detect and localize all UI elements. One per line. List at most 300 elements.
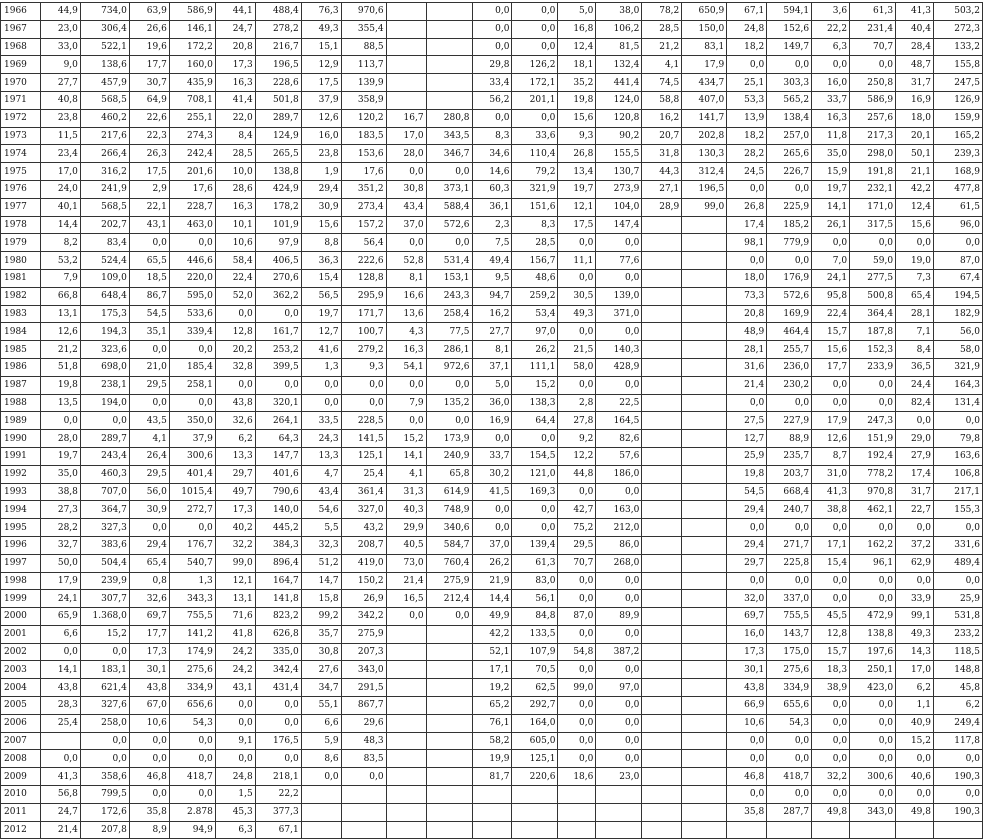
value-cell: 0,0 — [426, 608, 472, 626]
value-cell: 16,7 — [386, 109, 426, 127]
value-cell: 655,6 — [767, 697, 812, 715]
value-cell — [642, 305, 682, 323]
value-cell: 0,0 — [255, 376, 301, 394]
value-cell: 40,1 — [40, 198, 80, 216]
value-cell: 648,4 — [80, 287, 129, 305]
value-cell: 295,9 — [341, 287, 386, 305]
value-cell: 15,6 — [301, 216, 341, 234]
value-cell: 0,0 — [727, 252, 767, 270]
value-cell: 0,0 — [767, 56, 812, 74]
value-cell: 109,0 — [80, 269, 129, 287]
table-row — [1, 91, 983, 109]
value-cell: 277,5 — [850, 269, 896, 287]
value-cell: 185,4 — [169, 358, 215, 376]
value-cell: 0,0 — [896, 572, 934, 590]
value-cell: 9,0 — [40, 56, 80, 74]
value-cell — [642, 821, 682, 839]
value-cell: 19,2 — [472, 679, 512, 697]
value-cell: 53,3 — [727, 91, 767, 109]
year-cell: 2001 — [1, 625, 41, 643]
value-cell: 15,2 — [512, 376, 558, 394]
value-cell: 0,0 — [596, 697, 642, 715]
value-cell: 0,0 — [812, 56, 850, 74]
value-cell: 17,5 — [129, 163, 169, 181]
value-cell: 226,7 — [767, 163, 812, 181]
value-cell — [642, 643, 682, 661]
value-cell: 15,6 — [896, 216, 934, 234]
value-cell: 164,3 — [934, 376, 983, 394]
value-cell: 17,7 — [129, 625, 169, 643]
value-cell: 33,6 — [512, 127, 558, 145]
value-cell: 28,1 — [896, 305, 934, 323]
value-cell: 17,0 — [896, 661, 934, 679]
value-cell: 77,5 — [426, 323, 472, 341]
value-cell: 165,2 — [934, 127, 983, 145]
value-cell: 40,4 — [896, 20, 934, 38]
value-cell: 9,3 — [341, 358, 386, 376]
value-cell — [386, 625, 426, 643]
value-cell: 279,2 — [341, 341, 386, 359]
value-cell — [426, 732, 472, 750]
value-cell — [642, 661, 682, 679]
value-cell: 377,3 — [255, 803, 301, 821]
year-cell: 2005 — [1, 697, 41, 715]
value-cell: 0,0 — [558, 714, 596, 732]
value-cell: 83,0 — [512, 572, 558, 590]
value-cell: 34,6 — [472, 145, 512, 163]
value-cell: 220,0 — [169, 269, 215, 287]
value-cell: 202,7 — [80, 216, 129, 234]
value-cell: 778,2 — [850, 465, 896, 483]
value-cell: 540,7 — [169, 554, 215, 572]
value-cell — [682, 661, 727, 679]
value-cell — [682, 501, 727, 519]
value-cell: 970,6 — [341, 3, 386, 21]
value-cell: 231,4 — [850, 20, 896, 38]
value-cell: 0,0 — [558, 661, 596, 679]
value-cell: 233,2 — [934, 625, 983, 643]
value-cell: 19,0 — [896, 252, 934, 270]
value-cell: 4,3 — [386, 323, 426, 341]
value-cell: 0,0 — [426, 376, 472, 394]
table-row — [1, 145, 983, 163]
value-cell: 18,5 — [129, 269, 169, 287]
value-cell: 20,7 — [642, 127, 682, 145]
value-cell: 190,3 — [934, 803, 983, 821]
value-cell: 0,0 — [558, 323, 596, 341]
value-cell: 41,3 — [40, 768, 80, 786]
value-cell: 0,0 — [255, 305, 301, 323]
value-cell: 13,1 — [40, 305, 80, 323]
value-cell — [682, 465, 727, 483]
value-cell — [642, 590, 682, 608]
value-cell: 280,8 — [426, 109, 472, 127]
table-row — [1, 768, 983, 786]
value-cell: 30,2 — [472, 465, 512, 483]
value-cell: 98,1 — [727, 234, 767, 252]
value-cell: 22,2 — [255, 786, 301, 804]
value-cell: 799,5 — [80, 786, 129, 804]
value-cell: 477,8 — [934, 180, 983, 198]
value-cell — [386, 74, 426, 92]
year-cell: 1981 — [1, 269, 41, 287]
value-cell: 12,9 — [301, 56, 341, 74]
value-cell — [386, 3, 426, 21]
value-cell — [426, 750, 472, 768]
value-cell: 586,9 — [169, 3, 215, 21]
value-cell: 240,7 — [767, 501, 812, 519]
value-cell: 24,1 — [40, 590, 80, 608]
value-cell — [642, 625, 682, 643]
value-cell: 48,3 — [341, 732, 386, 750]
value-cell: 0,0 — [215, 305, 255, 323]
value-cell: 69,7 — [727, 608, 767, 626]
value-cell: 503,2 — [934, 3, 983, 21]
value-cell: 0,0 — [767, 572, 812, 590]
value-cell — [682, 252, 727, 270]
value-cell — [426, 821, 472, 839]
value-cell: 0,0 — [129, 519, 169, 537]
value-cell — [642, 447, 682, 465]
value-cell — [472, 821, 512, 839]
value-cell: 17,6 — [169, 180, 215, 198]
value-cell: 227,9 — [767, 412, 812, 430]
value-cell: 16,0 — [812, 74, 850, 92]
year-cell: 1991 — [1, 447, 41, 465]
year-cell: 1988 — [1, 394, 41, 412]
value-cell: 69,7 — [129, 608, 169, 626]
value-cell: 155,5 — [596, 145, 642, 163]
value-cell: 373,1 — [426, 180, 472, 198]
value-cell: 28,2 — [727, 145, 767, 163]
value-cell: 0,0 — [426, 234, 472, 252]
value-cell: 26,9 — [341, 590, 386, 608]
value-cell: 0,0 — [596, 483, 642, 501]
value-cell: 169,9 — [767, 305, 812, 323]
value-cell: 37,1 — [472, 358, 512, 376]
year-cell: 2008 — [1, 750, 41, 768]
value-cell: 58,0 — [558, 358, 596, 376]
value-cell: 20,2 — [215, 341, 255, 359]
table-row — [1, 554, 983, 572]
value-cell: 11,1 — [558, 252, 596, 270]
value-cell — [512, 821, 558, 839]
value-cell: 6,2 — [934, 697, 983, 715]
value-cell: 15,9 — [812, 163, 850, 181]
value-cell: 222,6 — [341, 252, 386, 270]
value-cell: 0,0 — [812, 732, 850, 750]
value-cell: 140,0 — [255, 501, 301, 519]
value-cell: 257,6 — [850, 109, 896, 127]
table-row — [1, 786, 983, 804]
value-cell: 34,7 — [301, 679, 341, 697]
value-cell: 65,8 — [426, 465, 472, 483]
value-cell: 0,0 — [40, 643, 80, 661]
value-cell: 0,0 — [341, 394, 386, 412]
value-cell: 0,0 — [934, 786, 983, 804]
value-cell: 30,1 — [129, 661, 169, 679]
value-cell: 97,9 — [255, 234, 301, 252]
value-cell: 79,2 — [512, 163, 558, 181]
value-cell: 30,8 — [301, 643, 341, 661]
value-cell: 16,3 — [215, 198, 255, 216]
value-cell — [472, 786, 512, 804]
value-cell: 156,7 — [512, 252, 558, 270]
value-cell: 172,1 — [512, 74, 558, 92]
value-cell: 162,2 — [850, 536, 896, 554]
value-cell: 43,5 — [129, 412, 169, 430]
value-cell: 970,8 — [850, 483, 896, 501]
value-cell: 28,0 — [386, 145, 426, 163]
value-cell: 161,7 — [255, 323, 301, 341]
value-cell: 0,0 — [850, 786, 896, 804]
value-cell: 364,4 — [850, 305, 896, 323]
value-cell: 668,4 — [767, 483, 812, 501]
value-cell — [642, 287, 682, 305]
value-cell: 17,9 — [40, 572, 80, 590]
value-cell: 247,5 — [934, 74, 983, 92]
value-cell: 241,9 — [80, 180, 129, 198]
value-cell — [682, 341, 727, 359]
value-cell: 29,7 — [215, 465, 255, 483]
table-row — [1, 732, 983, 750]
value-cell: 17,9 — [682, 56, 727, 74]
value-cell — [642, 216, 682, 234]
value-cell: 8,3 — [512, 216, 558, 234]
value-cell: 35,0 — [812, 145, 850, 163]
value-cell — [682, 697, 727, 715]
value-cell: 65,4 — [896, 287, 934, 305]
value-cell: 230,2 — [767, 376, 812, 394]
value-cell: 76,1 — [472, 714, 512, 732]
value-cell: 171,7 — [341, 305, 386, 323]
value-cell: 0,0 — [512, 3, 558, 21]
value-cell: 0,0 — [255, 750, 301, 768]
table-row — [1, 305, 983, 323]
value-cell: 289,7 — [255, 109, 301, 127]
value-cell: 0,0 — [558, 234, 596, 252]
value-cell — [727, 821, 767, 839]
value-cell — [386, 821, 426, 839]
value-cell: 6,6 — [40, 625, 80, 643]
value-cell: 4,7 — [301, 465, 341, 483]
value-cell: 371,0 — [596, 305, 642, 323]
value-cell: 24,4 — [896, 376, 934, 394]
value-cell: 65,5 — [129, 252, 169, 270]
value-cell: 321,9 — [934, 358, 983, 376]
value-cell: 565,2 — [767, 91, 812, 109]
value-cell: 249,4 — [934, 714, 983, 732]
value-cell — [682, 394, 727, 412]
value-cell: 0,0 — [472, 38, 512, 56]
value-cell — [682, 786, 727, 804]
value-cell: 45,8 — [934, 679, 983, 697]
value-cell: 33,9 — [896, 590, 934, 608]
value-cell: 99,0 — [215, 554, 255, 572]
value-cell: 239,9 — [80, 572, 129, 590]
value-cell: 176,9 — [767, 269, 812, 287]
value-cell: 196,5 — [682, 180, 727, 198]
value-cell: 0,0 — [129, 341, 169, 359]
value-cell: 31,7 — [896, 483, 934, 501]
value-cell: 16,3 — [812, 109, 850, 127]
value-cell: 228,7 — [169, 198, 215, 216]
value-cell: 192,4 — [850, 447, 896, 465]
value-cell: 253,2 — [255, 341, 301, 359]
value-cell: 24,5 — [727, 163, 767, 181]
value-cell: 29,6 — [341, 714, 386, 732]
value-cell: 441,4 — [596, 74, 642, 92]
table-body — [1, 3, 983, 839]
value-cell — [682, 412, 727, 430]
value-cell: 97,0 — [512, 323, 558, 341]
value-cell — [642, 394, 682, 412]
value-cell: 60,3 — [472, 180, 512, 198]
value-cell: 29,5 — [558, 536, 596, 554]
value-cell: 126,9 — [934, 91, 983, 109]
value-cell: 306,4 — [80, 20, 129, 38]
value-cell: 0,0 — [386, 163, 426, 181]
value-cell: 42,7 — [558, 501, 596, 519]
value-cell: 5,0 — [558, 3, 596, 21]
value-cell: 387,2 — [596, 643, 642, 661]
value-cell — [642, 323, 682, 341]
value-cell: 0,0 — [767, 750, 812, 768]
value-cell: 225,9 — [767, 198, 812, 216]
value-cell: 0,0 — [512, 519, 558, 537]
value-cell — [426, 3, 472, 21]
value-cell — [341, 803, 386, 821]
value-cell: 132,4 — [596, 56, 642, 74]
value-cell: 139,9 — [341, 74, 386, 92]
value-cell: 21,2 — [642, 38, 682, 56]
value-cell: 334,9 — [169, 679, 215, 697]
year-cell: 1997 — [1, 554, 41, 572]
value-cell: 159,9 — [934, 109, 983, 127]
value-cell: 153,6 — [341, 145, 386, 163]
value-cell: 101,9 — [255, 216, 301, 234]
value-cell: 41,4 — [215, 91, 255, 109]
value-cell: 265,5 — [255, 145, 301, 163]
value-cell: 64,4 — [512, 412, 558, 430]
value-cell: 0,0 — [472, 519, 512, 537]
value-cell: 73,3 — [727, 287, 767, 305]
value-cell — [642, 714, 682, 732]
value-cell: 24,7 — [40, 803, 80, 821]
value-cell: 148,8 — [934, 661, 983, 679]
value-cell: 342,4 — [255, 661, 301, 679]
value-cell: 56,5 — [301, 287, 341, 305]
value-cell: 43,1 — [129, 216, 169, 234]
value-cell: 16,3 — [215, 74, 255, 92]
value-cell: 274,3 — [169, 127, 215, 145]
value-cell: 19,7 — [812, 180, 850, 198]
value-cell: 446,6 — [169, 252, 215, 270]
value-cell: 40,3 — [386, 501, 426, 519]
value-cell: 75,2 — [558, 519, 596, 537]
value-cell: 56,0 — [934, 323, 983, 341]
value-cell: 66,8 — [40, 287, 80, 305]
value-cell — [682, 750, 727, 768]
value-cell: 59,0 — [850, 252, 896, 270]
year-cell: 1995 — [1, 519, 41, 537]
value-cell — [426, 625, 472, 643]
value-cell: 361,4 — [341, 483, 386, 501]
value-cell: 5,5 — [301, 519, 341, 537]
value-cell: 0,0 — [80, 750, 129, 768]
value-cell — [301, 786, 341, 804]
value-cell: 12,6 — [40, 323, 80, 341]
value-cell: 734,0 — [80, 3, 129, 21]
value-cell: 56,2 — [472, 91, 512, 109]
value-cell: 239,3 — [934, 145, 983, 163]
value-cell: 29,4 — [727, 536, 767, 554]
value-cell: 81,5 — [596, 38, 642, 56]
value-cell: 463,0 — [169, 216, 215, 234]
value-cell: 0,0 — [512, 109, 558, 127]
value-cell: 12,4 — [558, 38, 596, 56]
value-cell: 228,6 — [255, 74, 301, 92]
year-cell: 2011 — [1, 803, 41, 821]
value-cell: 27,5 — [727, 412, 767, 430]
value-cell: 0,0 — [386, 376, 426, 394]
value-cell: 28,4 — [896, 38, 934, 56]
value-cell — [386, 20, 426, 38]
value-cell: 15,7 — [812, 323, 850, 341]
value-cell: 407,0 — [682, 91, 727, 109]
value-cell: 0,0 — [472, 20, 512, 38]
year-cell: 1978 — [1, 216, 41, 234]
year-cell: 1999 — [1, 590, 41, 608]
value-cell: 17,3 — [215, 501, 255, 519]
value-cell: 25,9 — [727, 447, 767, 465]
value-cell: 26,6 — [129, 20, 169, 38]
value-cell: 82,6 — [596, 430, 642, 448]
value-cell: 0,0 — [850, 572, 896, 590]
year-cell: 1985 — [1, 341, 41, 359]
value-cell: 273,9 — [596, 180, 642, 198]
value-cell: 29,9 — [386, 519, 426, 537]
value-cell — [558, 821, 596, 839]
value-cell: 22,7 — [896, 501, 934, 519]
value-cell — [386, 750, 426, 768]
value-cell: 21,2 — [40, 341, 80, 359]
value-cell: 95,8 — [812, 287, 850, 305]
value-cell: 2.878 — [169, 803, 215, 821]
value-cell: 21,4 — [386, 572, 426, 590]
value-cell: 17,4 — [896, 465, 934, 483]
value-cell: 99,0 — [682, 198, 727, 216]
value-cell: 70,5 — [512, 661, 558, 679]
value-cell: 147,7 — [255, 447, 301, 465]
value-cell: 203,7 — [767, 465, 812, 483]
value-cell — [472, 803, 512, 821]
value-cell: 250,1 — [850, 661, 896, 679]
value-cell: 12,4 — [896, 198, 934, 216]
value-cell: 138,4 — [767, 109, 812, 127]
value-cell: 0,0 — [767, 519, 812, 537]
value-cell: 201,1 — [512, 91, 558, 109]
value-cell: 38,8 — [812, 501, 850, 519]
value-cell: 364,7 — [80, 501, 129, 519]
value-cell: 6,2 — [215, 430, 255, 448]
value-cell: 22,3 — [129, 127, 169, 145]
value-cell: 16,6 — [386, 287, 426, 305]
value-cell: 0,0 — [596, 625, 642, 643]
value-cell: 8,8 — [301, 234, 341, 252]
table-row — [1, 501, 983, 519]
value-cell: 83,1 — [682, 38, 727, 56]
